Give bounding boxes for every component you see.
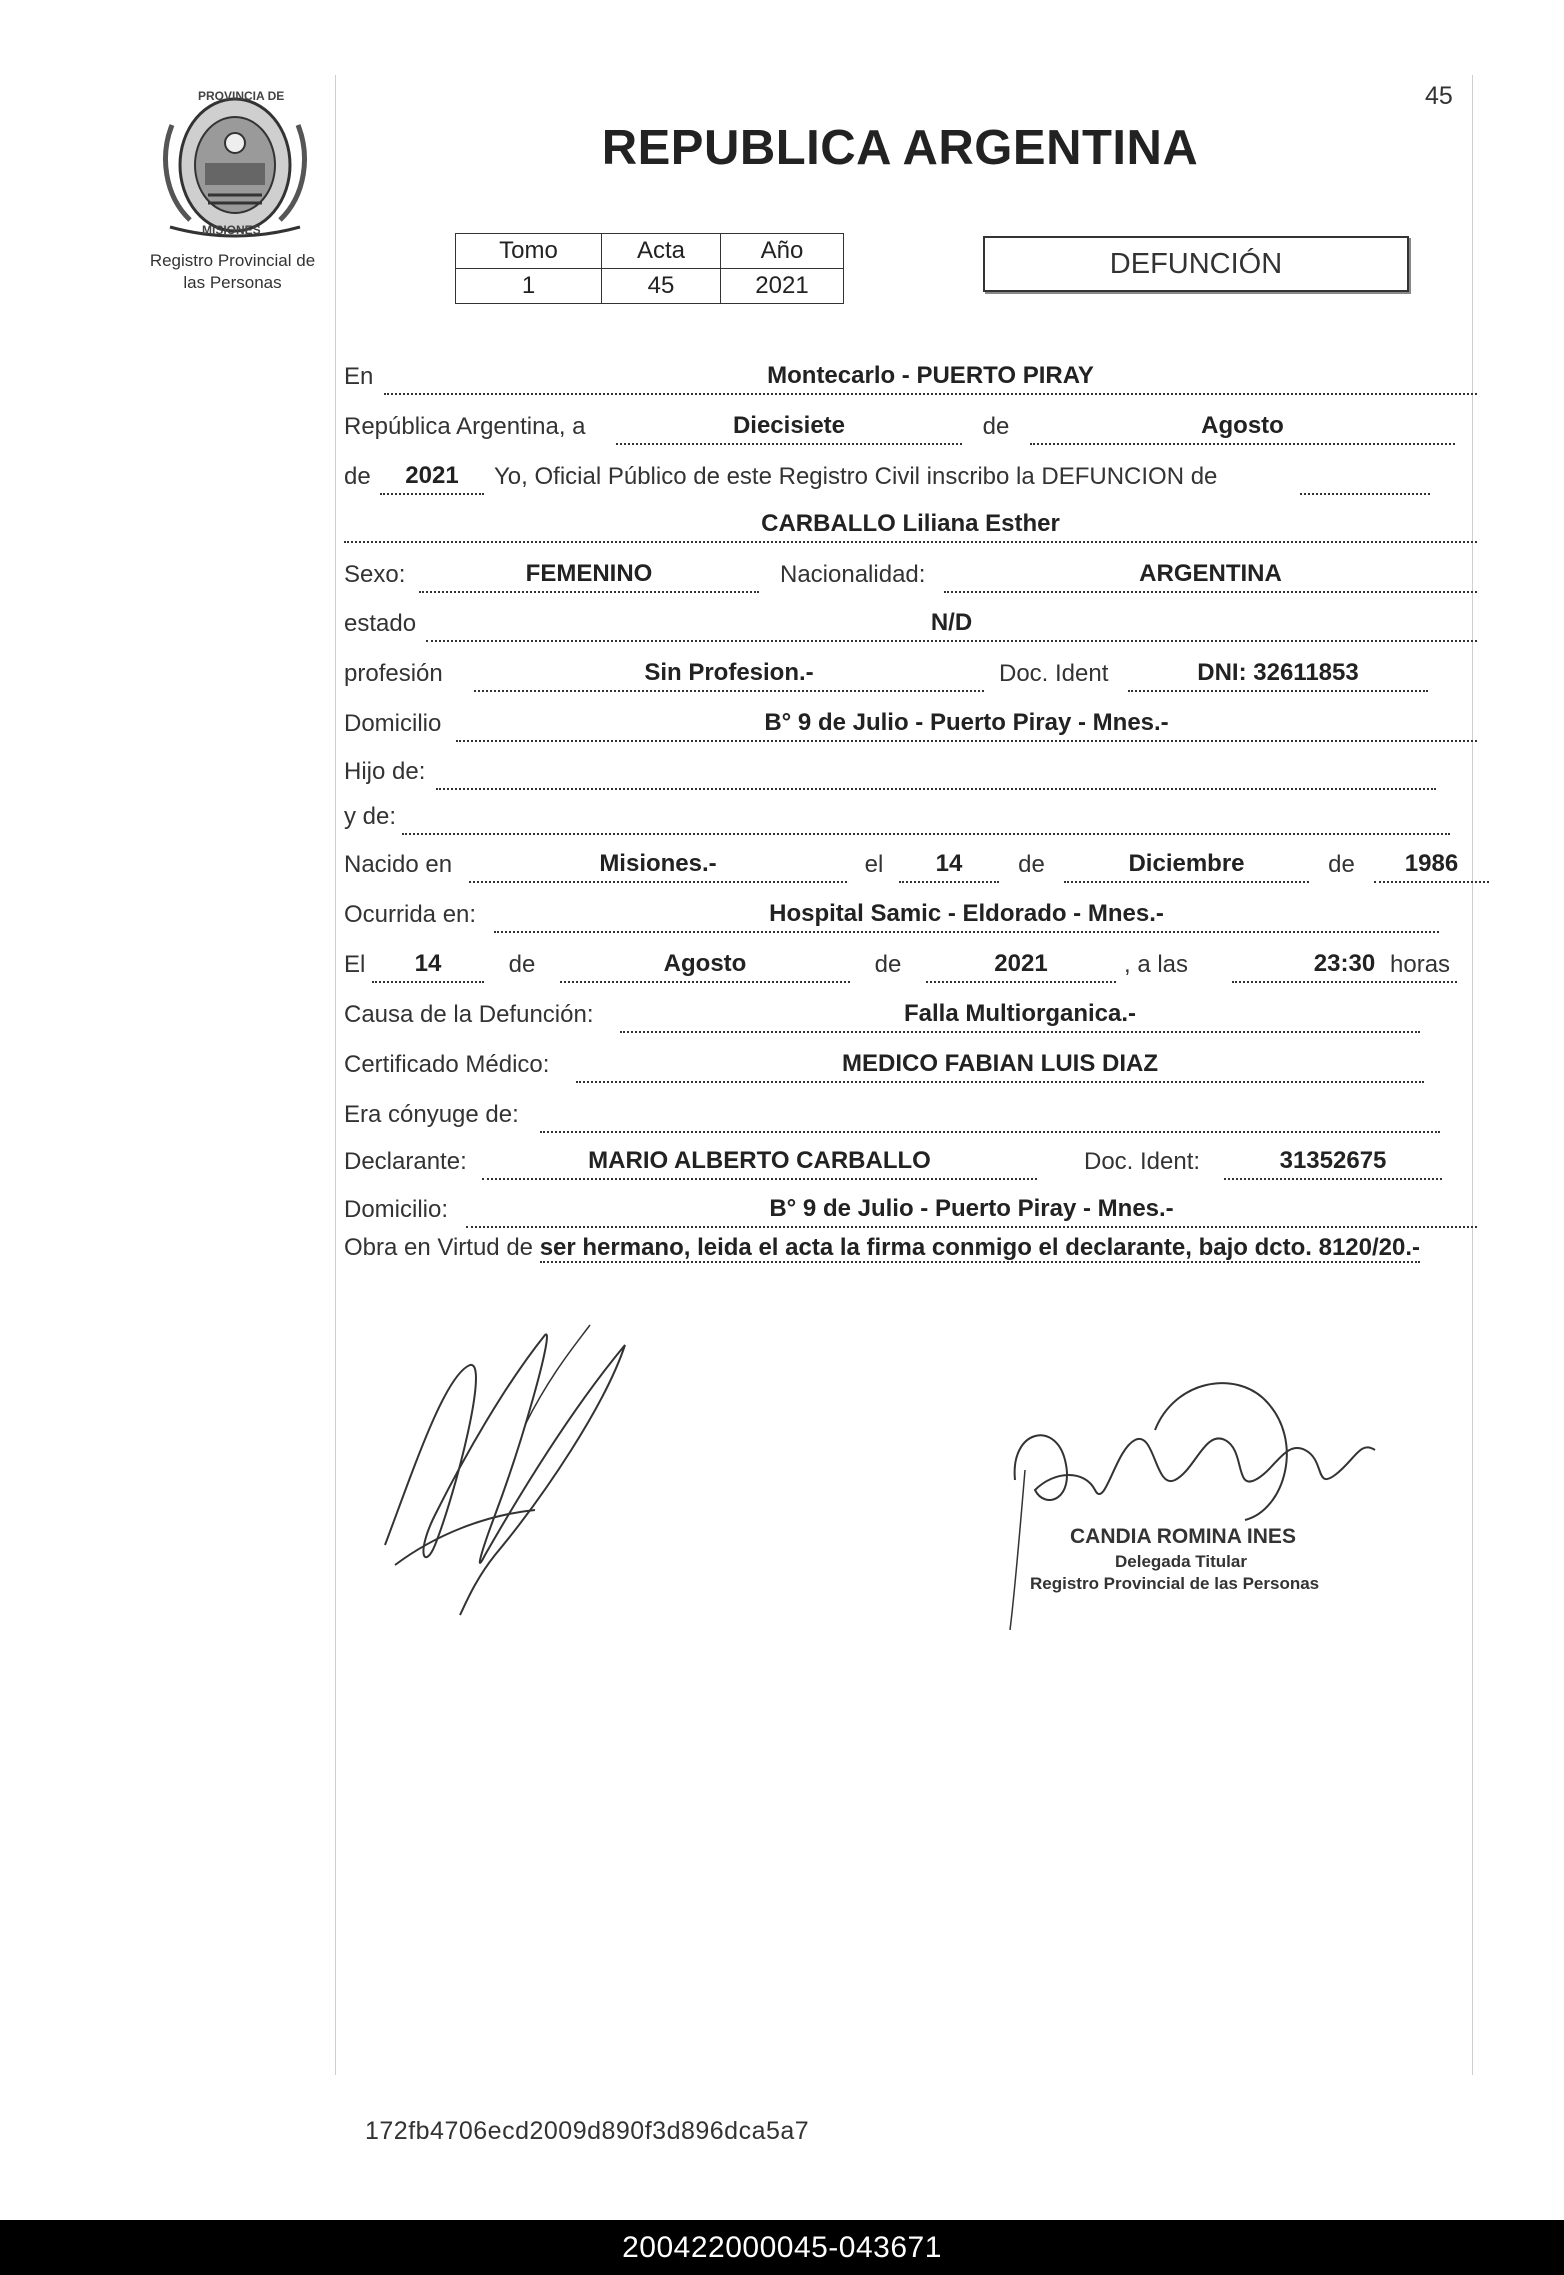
profesion-label: profesión <box>344 660 443 687</box>
obra-label: Obra en Virtud de <box>344 1234 534 1261</box>
nac-mes-value: Diciembre <box>1128 850 1245 877</box>
row-nacido <box>344 843 1469 883</box>
yde-label: y de: <box>344 803 397 830</box>
registry-header-anio: Año <box>721 234 844 269</box>
estado-label: estado <box>344 610 417 637</box>
row-sexo <box>344 553 1469 593</box>
row-causa <box>344 993 1469 1033</box>
row-estado <box>344 602 1469 642</box>
doc-field <box>1128 659 1428 692</box>
stamp-role: Delegada Titular <box>1115 1552 1247 1571</box>
logo-caption-line1: Registro Provincial de <box>149 251 316 270</box>
nacido-label: Nacido en <box>344 851 453 878</box>
row-republica <box>344 405 1469 445</box>
el2-label: El <box>344 951 366 978</box>
inscribo-text: Yo, Oficial Público de este Registro Civil inscribo la DEFUNCION de <box>494 463 1218 490</box>
declarante-value: MARIO ALBERTO CARBALLO <box>588 1147 931 1174</box>
page-title: REPUBLICA ARGENTINA <box>601 121 1199 175</box>
registry-value-anio: 2021 <box>721 269 844 304</box>
handwritten-signature-icon <box>375 1315 715 1625</box>
registry-header-tomo: Tomo <box>456 234 602 269</box>
en-label: En <box>344 363 374 390</box>
dia-field <box>616 412 962 445</box>
yde-field <box>402 807 1450 835</box>
seal-text-bottom: MISIONES <box>202 223 261 237</box>
registry-header-acta: Acta <box>602 234 721 269</box>
row-en <box>344 355 1469 395</box>
registry-value-acta: 45 <box>602 269 721 304</box>
def-mes-value: Agosto <box>663 950 747 977</box>
official-signature-stamp <box>1005 1370 1385 1640</box>
certificado-label: Certificado Médico: <box>344 1051 550 1078</box>
document-hash: 172fb4706ecd2009d890f3d896dca5a7 <box>365 2117 810 2145</box>
obra-paragraph <box>344 1230 1469 1266</box>
dia-value: Diecisiete <box>732 412 846 439</box>
domicilio2-label: Domicilio: <box>344 1196 449 1223</box>
def-hora-value: 23:30 <box>1313 950 1376 977</box>
nac-dia-value: 14 <box>935 850 963 877</box>
row-ocurrida <box>344 893 1469 933</box>
sexo-value: FEMENINO <box>525 560 653 587</box>
alas-label: , a las <box>1124 951 1189 978</box>
mes-field <box>1030 412 1455 445</box>
nac-de1-label: de <box>1018 851 1045 878</box>
def-anio-field <box>926 950 1116 983</box>
anio-value: 2021 <box>405 462 459 489</box>
stamp-name: CANDIA ROMINA INES <box>1070 1525 1296 1548</box>
nombre-field <box>344 510 1477 543</box>
domicilio-value: B° 9 de Julio - Puerto Piray - Mnes.- <box>764 709 1169 736</box>
domicilio-label: Domicilio <box>344 710 442 737</box>
nacionalidad-value: ARGENTINA <box>1139 560 1282 587</box>
ocurrida-label: Ocurrida en: <box>344 901 477 928</box>
registry-table-value-row <box>456 269 844 304</box>
nac-de2-label: de <box>1328 851 1355 878</box>
row-hijo <box>344 750 1469 790</box>
left-margin-line <box>335 75 336 2075</box>
domicilio2-field <box>466 1195 1477 1228</box>
nac-anio-value: 1986 <box>1404 850 1459 877</box>
domicilio-field <box>456 709 1477 742</box>
doc-value: DNI: 32611853 <box>1197 659 1359 686</box>
horas-label: horas <box>1390 951 1451 978</box>
de-label: de <box>982 413 1010 440</box>
row-inscribo <box>344 455 1469 495</box>
causa-value: Falla Multiorganica.- <box>903 1000 1137 1027</box>
nacionalidad-field <box>944 560 1477 593</box>
causa-field <box>620 1000 1420 1033</box>
row-conyuge <box>344 1093 1469 1133</box>
republica-label: República Argentina, a <box>344 413 586 440</box>
barcode-id-bar: 200422000045-043671 <box>0 2220 1564 2275</box>
estado-field <box>426 609 1477 642</box>
stamp-office: Registro Provincial de las Personas <box>1030 1574 1320 1593</box>
profesion-value: Sin Profesion.- <box>644 659 814 686</box>
causa-label: Causa de la Defunción: <box>344 1001 594 1028</box>
en-value: Montecarlo - PUERTO PIRAY <box>767 362 1094 389</box>
declarante-field <box>482 1147 1037 1180</box>
conyuge-field <box>540 1105 1440 1133</box>
doc2-value: 31352675 <box>1279 1147 1387 1174</box>
en-field <box>384 362 1477 395</box>
nacido-field <box>469 850 847 883</box>
estado-value: N/D <box>930 609 973 636</box>
row-declarante <box>344 1140 1469 1180</box>
anio-field <box>380 462 484 495</box>
sexo-label: Sexo: <box>344 561 406 588</box>
nacido-value: Misiones.- <box>599 850 717 877</box>
ocurrida-value: Hospital Samic - Eldorado - Mnes.- <box>769 900 1164 927</box>
hijo-field <box>436 762 1436 790</box>
inscribo-trailing-field <box>1300 467 1430 495</box>
row-fecha-defuncion <box>344 943 1469 983</box>
nombre-value: CARBALLO Liliana Esther <box>761 510 1060 537</box>
registry-table <box>455 233 844 304</box>
record-type-box: DEFUNCIÓN <box>983 236 1409 292</box>
handwritten-signature-icon <box>1005 1370 1385 1640</box>
province-seal-logo <box>150 85 320 245</box>
nac-mes-field <box>1064 850 1309 883</box>
page-number: 45 <box>1425 82 1453 110</box>
row-nombre <box>344 503 1469 543</box>
nac-dia-field <box>899 850 999 883</box>
row-yde <box>344 795 1469 835</box>
domicilio2-value: B° 9 de Julio - Puerto Piray - Mnes.- <box>769 1195 1174 1222</box>
doc-label: Doc. Ident <box>999 660 1109 687</box>
mes-value: Agosto <box>1201 412 1284 439</box>
def-de1-label: de <box>508 951 536 978</box>
seal-text-top: PROVINCIA DE <box>198 89 285 103</box>
doc2-field <box>1224 1147 1442 1180</box>
def-dia-value: 14 <box>414 950 442 977</box>
nac-anio-field <box>1374 850 1489 883</box>
seal-emblem-icon <box>150 85 320 240</box>
row-domicilio <box>344 702 1469 742</box>
row-domicilio2 <box>344 1188 1469 1228</box>
logo-caption-line2: las Personas <box>183 273 282 292</box>
row-profesion <box>344 652 1469 692</box>
profesion-field <box>474 659 984 692</box>
el-label: el <box>864 851 884 878</box>
registry-table-header-row <box>456 234 844 269</box>
row-certificado <box>344 1043 1469 1083</box>
def-mes-field <box>560 950 850 983</box>
declarante-signature <box>375 1315 715 1625</box>
conyuge-label: Era cónyuge de: <box>344 1101 519 1128</box>
registry-value-tomo: 1 <box>456 269 602 304</box>
def-dia-field <box>372 950 484 983</box>
doc2-label: Doc. Ident: <box>1084 1148 1201 1175</box>
nacionalidad-label: Nacionalidad: <box>780 561 926 588</box>
def-de2-label: de <box>874 951 902 978</box>
obra-value: ser hermano, leida el acta la firma conmigo el declarante, bajo dcto. 8120/20.- <box>539 1234 1421 1261</box>
certificado-field <box>576 1050 1424 1083</box>
declarante-label: Declarante: <box>344 1148 467 1175</box>
def-anio-value: 2021 <box>994 950 1048 977</box>
logo-caption <box>120 250 345 294</box>
de2-label: de <box>344 463 371 490</box>
hijo-label: Hijo de: <box>344 758 426 785</box>
certificado-value: MEDICO FABIAN LUIS DIAZ <box>842 1050 1158 1077</box>
sexo-field <box>419 560 759 593</box>
ocurrida-field <box>494 900 1439 933</box>
